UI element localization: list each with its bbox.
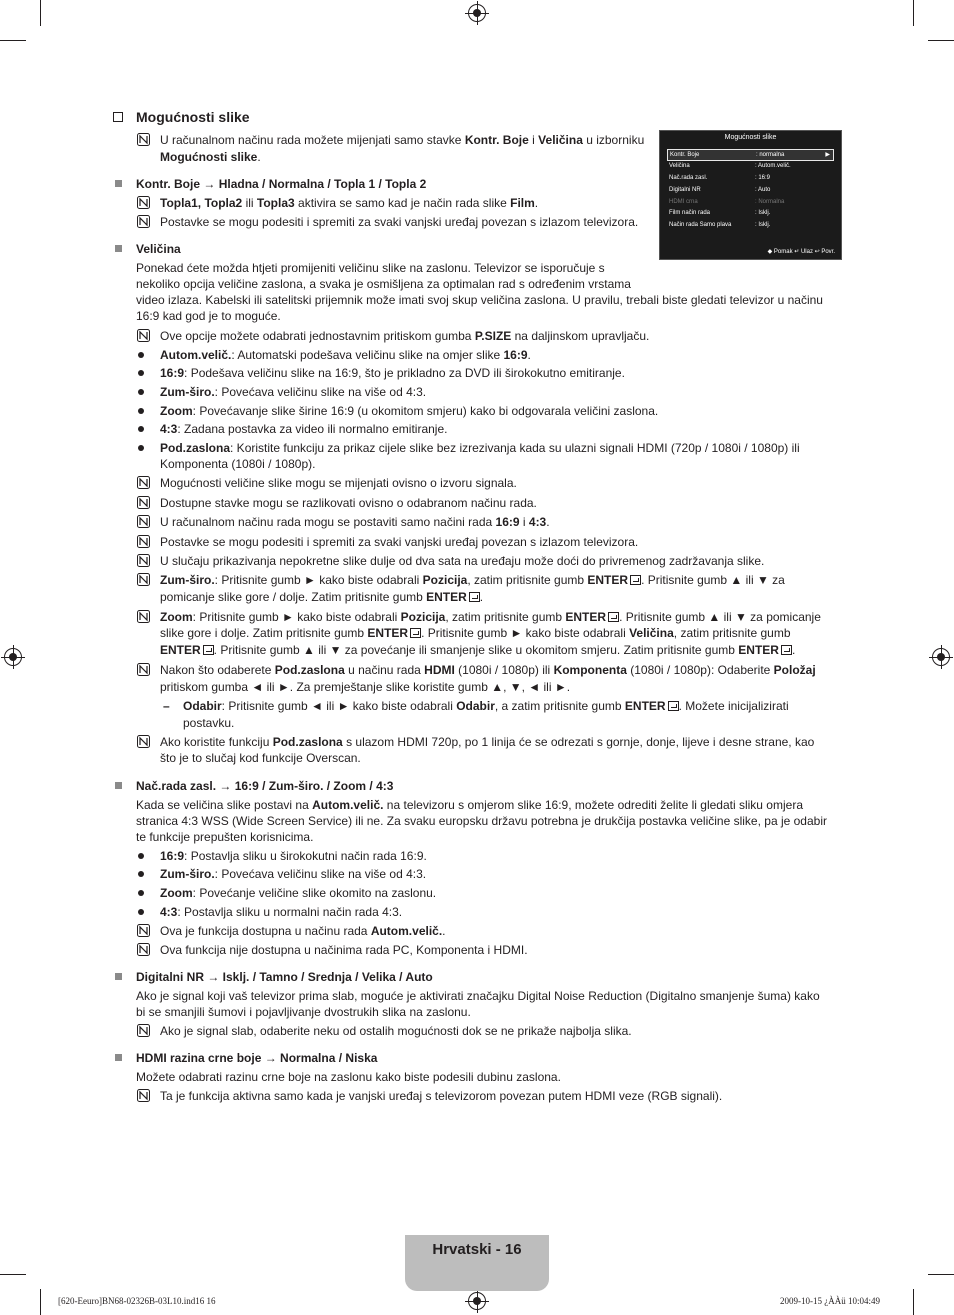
note-line: Ta je funkcija aktivna samo kada je vanjski uređaj s televizorom povezan putem HDMI veze (RGB signali). [160, 1089, 723, 1103]
menu-row: Film način rada : Isklj. [669, 210, 771, 216]
bullet-line: Komponenta (1080i / 1080p). [160, 457, 316, 471]
bullet-line: Zoom: Povećavanje slike širine 16:9 (u okomitom smjeru) kako bi odgovarala veličini zaslona. [160, 404, 659, 418]
enter-icon [668, 701, 679, 711]
note-icon [137, 943, 150, 956]
note-line: Mogućnosti veličine slike mogu se mijenjati ovisno o izvoru signala. [160, 476, 517, 490]
bullet-dot-icon [138, 853, 144, 859]
registration-mark-icon [4, 648, 22, 666]
note-line: Postavke se mogu podesiti i spremiti za svaki vanjski uređaj povezan s izlazom televizora. [160, 535, 639, 549]
paragraph-line: bi se smanjili šumovi i pojavljivanje dvostrukih slika na zaslonu. [136, 1005, 471, 1019]
paragraph-line: nekoliko opcija veličine zaslona, a svaka je osmišljena za optimalan rad s određenim vrstama [136, 277, 631, 291]
enter-icon [469, 592, 480, 602]
bullet-dot-icon [138, 909, 144, 915]
paragraph-line: Kada se veličina slike postavi na Autom.velič. na televizoru s omjerom slike 16:9, možete odrediti želite li gledati sliku omjera [136, 798, 803, 812]
note-icon [137, 1024, 150, 1037]
note-icon [137, 196, 150, 209]
menu-row: HDMI crna : Normalna [669, 199, 785, 205]
nacin-heading: Nač.rada zasl. → 16:9 / Zum-širo. / Zoom / 4:3 [136, 779, 394, 793]
print-date-info: 2009-10-15 ¿ÀÀü 10:04:49 [780, 1296, 880, 1306]
crop-mark [40, 1289, 41, 1315]
menu-row: Nač.rada zasl. : 16:9 [669, 175, 771, 181]
menu-screenshot [659, 130, 842, 260]
bullet-line: Autom.velič.: Automatski podešava veličinu slike na omjer slike 16:9. [160, 348, 531, 362]
menu-row: Način rada Samo plava : Isklj. [669, 222, 771, 228]
enter-icon [781, 645, 792, 655]
bullet-dot-icon [138, 389, 144, 395]
menu-row: Kontr. Boje : normalna ▶ [667, 149, 834, 161]
square-bullet-icon [115, 180, 122, 187]
note-line: Ova funkcija nije dostupna u načinima rada PC, Komponenta i HDMI. [160, 943, 528, 957]
dash-line: postavku. [183, 716, 235, 730]
note-line: Zum-širo.: Pritisnite gumb ► kako biste odabrali Pozicija, zatim pritisnite gumb ENTER . Pritisnite gumb ▲ ili ▼ za [160, 573, 785, 587]
enter-icon [608, 612, 619, 622]
section-title: Mogućnosti slike [136, 109, 250, 125]
bullet-line: 16:9: Postavlja sliku u širokokutni način rada 16:9. [160, 849, 427, 863]
bullet-dot-icon [138, 890, 144, 896]
note-line: Nakon što odaberete Pod.zaslona u načinu rada HDMI (1080i / 1080p) ili Komponenta (1080i / 1080p): Odaberite Položaj [160, 663, 816, 677]
note-icon [137, 735, 150, 748]
note-line: Ove opcije možete odabrati jednostavnim pritiskom gumba P.SIZE na daljinskom upravljaču. [160, 329, 650, 343]
crop-mark [0, 1274, 26, 1275]
note-line: ENTER . Pritisnite gumb ▲ ili ▼ za povećanje ili smanjenje slike u okomitom smjeru. Zatim pritisnite gumb ENTER . [160, 643, 796, 657]
note-line: Ako je signal slab, odaberite neku od ostalih mogućnosti dok se ne prikaže najbolja slika. [160, 1024, 632, 1038]
kontr-note: Topla1, Topla2 ili Topla3 aktivira se samo kad je način rada slike Film. [160, 196, 539, 210]
square-bullet-icon [115, 782, 122, 789]
bullet-dot-icon [138, 871, 144, 877]
dnr-heading: Digitalni NR → Isklj. / Tamno / Srednja / Velika / Auto [136, 970, 433, 984]
note-line: Ova je funkcija dostupna u načinu rada Autom.velič.. [160, 924, 446, 938]
bullet-dot-icon [138, 445, 144, 451]
kontr-note: Postavke se mogu podesiti i spremiti za svaki vanjski uređaj povezan s izlazom televizora. [160, 215, 639, 229]
bullet-dot-icon [138, 426, 144, 432]
menu-title: Mogućnosti slike [724, 134, 777, 141]
note-line: Dostupne stavke mogu se razlikovati ovisno o odabranom načinu rada. [160, 496, 537, 510]
menu-row: Digitalni NR : Auto [669, 187, 771, 193]
menu-footer: ◆ Pomak ↵ Ulaz ↩ Povr. [767, 249, 835, 255]
note-icon [137, 924, 150, 937]
bullet-line: Pod.zaslona: Koristite funkciju za prikaz cijele slike bez izrezivanja kada su ulazni signali HDMI (720p / 1080i / 1080p) ili [160, 441, 800, 455]
paragraph-line: Ponekad ćete možda htjeti promijeniti veličinu slike na zaslonu. Televizor se isporučuje s [136, 261, 605, 275]
registration-mark-icon [468, 4, 486, 22]
paragraph-line: Možete odabrati razinu crne boje na zaslonu kako biste podesili dubinu zaslona. [136, 1070, 561, 1084]
remote-note-icon [137, 329, 150, 342]
note-line: Ako koristite funkciju Pod.zaslona s ulazom HDMI 720p, po 1 linija će se odrezati s gornje, donje, lijeve i desne strane, kao [160, 735, 815, 749]
note-line: pomicanje slike gore / dolje. Zatim pritisnite gumb ENTER . [160, 590, 484, 604]
page-number: Hrvatski - 16 [432, 1241, 522, 1258]
enter-icon [630, 575, 641, 585]
bullet-line: Zum-širo.: Povećava veličinu slike na više od 4:3. [160, 867, 427, 881]
intro-line: Mogućnosti slike. [160, 150, 261, 164]
note-line: što je to slučaj kod funkcije Overscan. [160, 751, 361, 765]
crop-mark [0, 40, 26, 41]
menu-row: Veličina : Autom.velič. [669, 163, 791, 169]
paragraph-line: 16:9 kad god je to moguće. [136, 309, 281, 323]
kontr-heading: Kontr. Boje → Hladna / Normalna / Topla 1 / Topla 2 [136, 177, 427, 191]
square-bullet-icon [115, 1054, 122, 1061]
paragraph-line: Ako je signal koji vaš televizor prima slab, moguće je aktivirati značajku Digital Noise Reduction (Digitalno smanjenje šuma) kako [136, 989, 820, 1003]
crop-mark [928, 40, 954, 41]
crop-mark [913, 1289, 914, 1315]
bullet-line: 4:3: Postavlja sliku u normalni način rada 4:3. [160, 905, 403, 919]
crop-mark [40, 0, 41, 26]
note-line: U računalnom načinu rada mogu se postaviti samo načini rada 16:9 i 4:3. [160, 515, 550, 529]
note-icon [137, 133, 150, 146]
bullet-line: Zum-širo.: Povećava veličinu slike na više od 4:3. [160, 385, 427, 399]
crop-mark [928, 1274, 954, 1275]
registration-mark-icon [932, 648, 950, 666]
bullet-dot-icon [138, 408, 144, 414]
note-icon [137, 476, 150, 489]
velicina-heading: Veličina [136, 242, 181, 256]
paragraph-line: stranica 4:3 WSS (Wide Screen Service) ili ne. Za svaku europsku državu potrebna je drukčija postavka veličine slike, pa je odabir [136, 814, 827, 828]
note-line: U slučaju prikazivanja nepokretne slike dulje od dva sata na uređaju može doći do privremenog zadržavanja slike. [160, 554, 765, 568]
enter-icon [203, 645, 214, 655]
note-line: Zoom: Pritisnite gumb ► kako biste odabrali Pozicija, zatim pritisnite gumb ENTER . Pritisnite gumb ▲ ili ▼ za pomicanje [160, 610, 821, 624]
note-icon [137, 610, 150, 623]
intro-line: U računalnom načinu rada možete mijenjati samo stavke Kontr. Boje i Veličina u izborniku [160, 133, 645, 147]
note-icon [137, 515, 150, 528]
note-icon [137, 573, 150, 586]
paragraph-line: te funkcije prepušten korisnicima. [136, 830, 314, 844]
note-icon [137, 496, 150, 509]
note-icon [137, 535, 150, 548]
bullet-dot-icon [138, 370, 144, 376]
note-icon [137, 663, 150, 676]
paragraph-line: video izlaza. Kabelski ili satelitski prijemnik može imati svoj skup veličina zaslona. U pravilu, trebali biste gledati televizor u načinu [136, 293, 823, 307]
note-line: pritiskom gumba ◄ ili ►. Za premještanje slike koristite gumb ▲, ▼, ◄ ili ►. [160, 680, 571, 694]
note-icon [137, 215, 150, 228]
note-icon [137, 1089, 150, 1102]
crop-mark [913, 0, 914, 26]
hdmi-heading: HDMI razina crne boje → Normalna / Niska [136, 1051, 378, 1065]
square-bullet-icon [115, 973, 122, 980]
dash-line: Odabir: Pritisnite gumb ◄ ili ► kako biste odabrali Odabir, a zatim pritisnite gumb ENTER . Možete inicijalizirati [183, 699, 789, 713]
dash-bullet: – [163, 699, 170, 713]
square-bullet-icon [115, 245, 122, 252]
arrow-right-icon: ▶ [825, 152, 830, 158]
enter-icon [410, 628, 421, 638]
bullet-line: Zoom: Povećanje veličine slike okomito na zaslonu. [160, 886, 437, 900]
checkbox-bullet-icon [113, 112, 123, 122]
print-file-info: [620-Eeuro]BN68-02326B-03L10.ind16 16 [58, 1296, 216, 1306]
registration-mark-icon [468, 1292, 486, 1310]
bullet-dot-icon [138, 352, 144, 358]
note-icon [137, 554, 150, 567]
note-line: slike gore i dolje. Zatim pritisnite gumb ENTER . Pritisnite gumb ► kako biste odabrali Veličina, zatim pritisnite gumb [160, 626, 791, 640]
bullet-line: 16:9: Podešava veličinu slike na 16:9, što je prikladno za DVD ili širokokutno emitiranje. [160, 366, 625, 380]
bullet-line: 4:3: Zadana postavka za video ili normalno emitiranje. [160, 422, 448, 436]
